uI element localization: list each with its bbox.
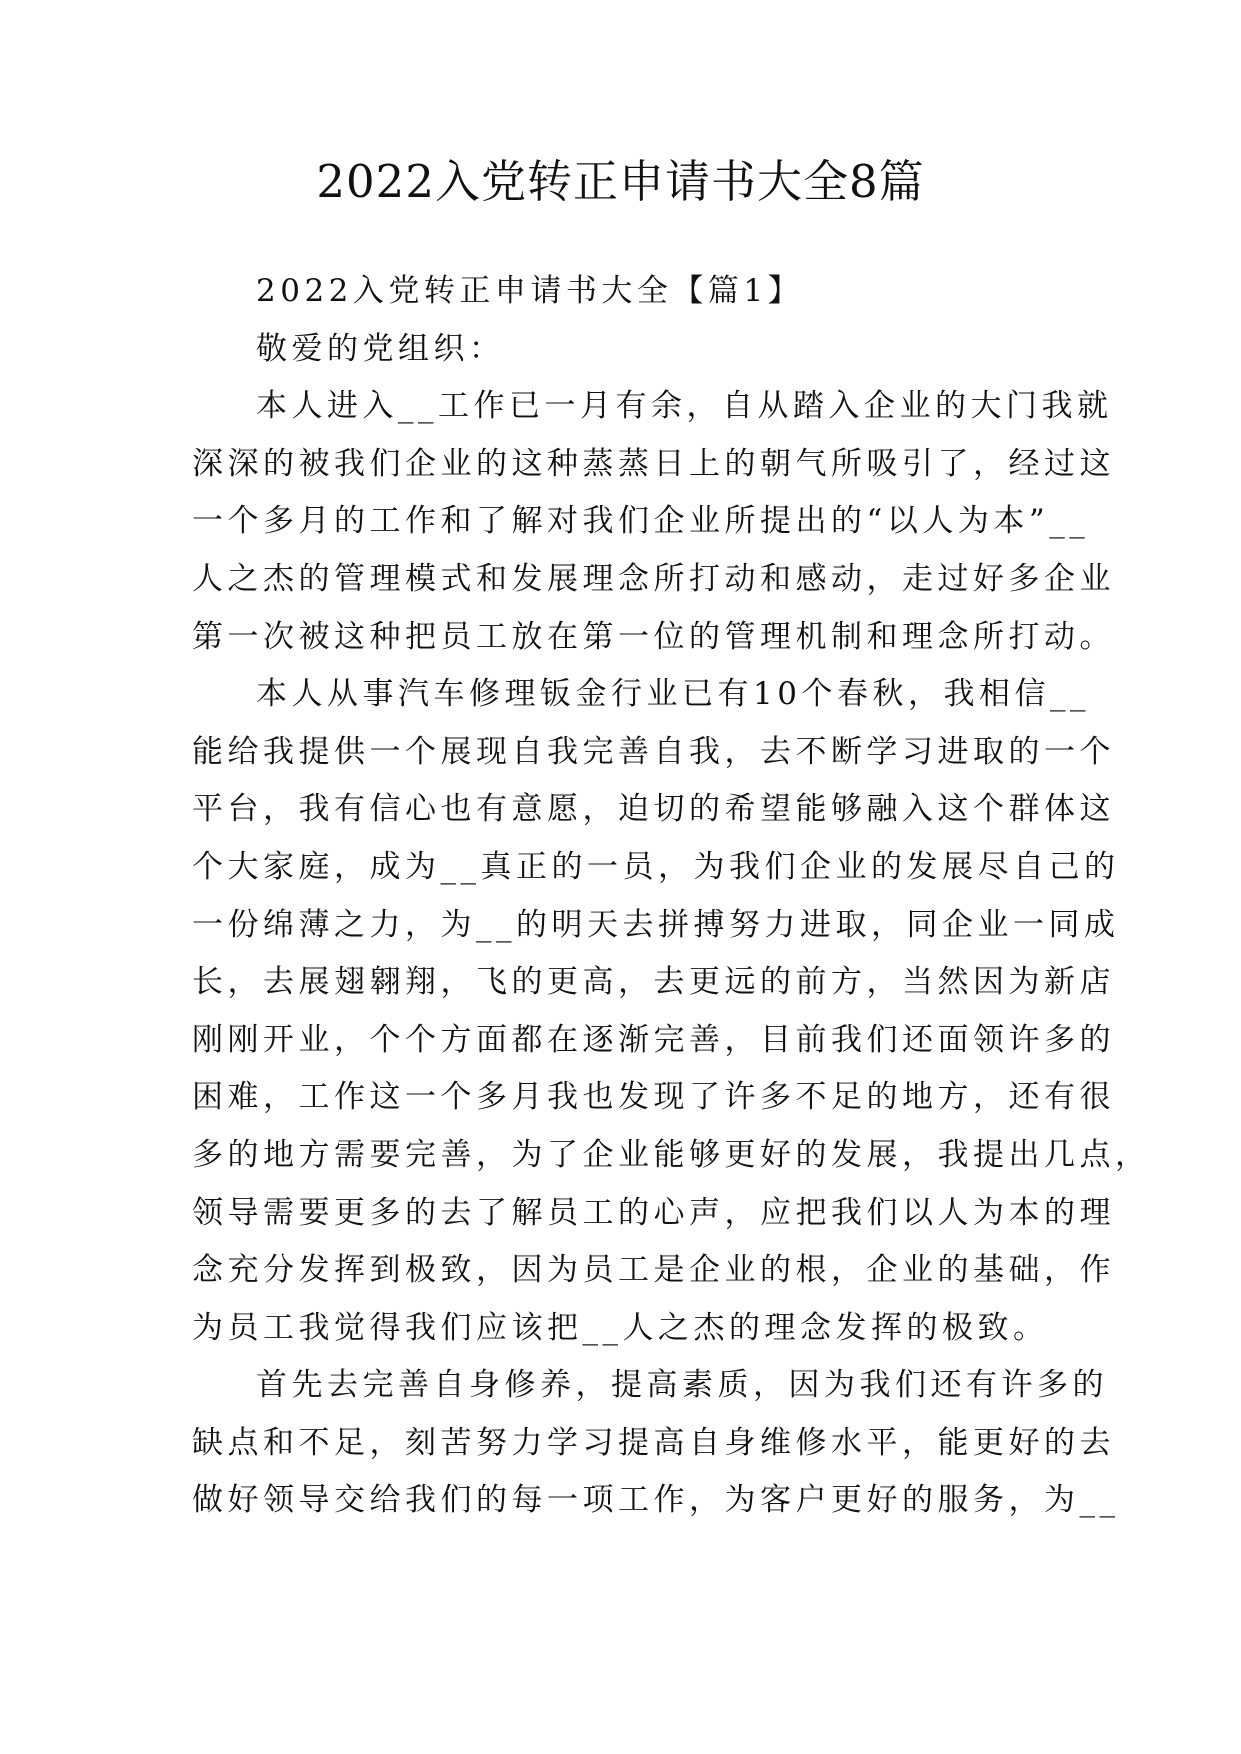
text-line: 首先去完善自身修养，提高素质，因为我们还有许多的 — [256, 1367, 1108, 1404]
text-line: 做好领导交给我们的每一项工作，为客户更好的服务，为__ — [192, 1482, 1120, 1519]
text-line: 平台，我有信心也有意愿，迫切的希望能够融入这个群体这 — [192, 791, 1115, 828]
text-line: 领导需要更多的去了解员工的心声，应把我们以人为本的理 — [192, 1194, 1115, 1231]
text-line: 第一次被这种把员工放在第一位的管理机制和理念所打动。 — [192, 618, 1115, 655]
text-line: 本人进入__工作已一月有余，自从踏入企业的大门我就 — [256, 388, 1113, 425]
text-line: 深深的被我们企业的这种蒸蒸日上的朝气所吸引了，经过这 — [192, 445, 1115, 482]
document-body — [192, 263, 1151, 1530]
text-line: 一个多月的工作和了解对我们企业所提出的“以人为本”__ — [192, 503, 1090, 540]
text-line: 刚刚开业，个个方面都在逐渐完善，目前我们还面领许多的 — [192, 1021, 1115, 1058]
document-title: 2022入党转正申请书大全8篇 — [316, 155, 925, 208]
section-heading: 2022入党转正申请书大全【篇1】 — [256, 273, 804, 309]
text-line: 长，去展翅翱翔，飞的更高，去更远的前方，当然因为新店 — [192, 964, 1115, 1001]
text-line: 困难，工作这一个多月我也发现了许多不足的地方，还有很 — [192, 1079, 1115, 1116]
text-line: 个大家庭，成为__真正的一员，为我们企业的发展尽自己的 — [192, 848, 1120, 885]
text-line: 多的地方需要完善，为了企业能够更好的发展，我提出几点， — [192, 1136, 1151, 1173]
text-line: 能给我提供一个展现自我完善自我，去不断学习进取的一个 — [192, 733, 1115, 770]
text-line: 缺点和不足，刻苦努力学习提高自身维修水平，能更好的去 — [192, 1424, 1115, 1461]
salutation: 敬爱的党组织： — [256, 330, 505, 367]
text-line: 本人从事汽车修理钣金行业已有10个春秋，我相信__ — [256, 676, 1090, 713]
text-line: 一份绵薄之力，为__的明天去拼搏努力进取，同企业一同成 — [192, 906, 1120, 943]
text-line: 人之杰的管理模式和发展理念所打动和感动，走过好多企业 — [192, 560, 1115, 597]
text-line: 为员工我觉得我们应该把__人之杰的理念发挥的极致。 — [192, 1309, 1049, 1346]
text-line: 念充分发挥到极致，因为员工是企业的根，企业的基础，作 — [192, 1252, 1115, 1289]
